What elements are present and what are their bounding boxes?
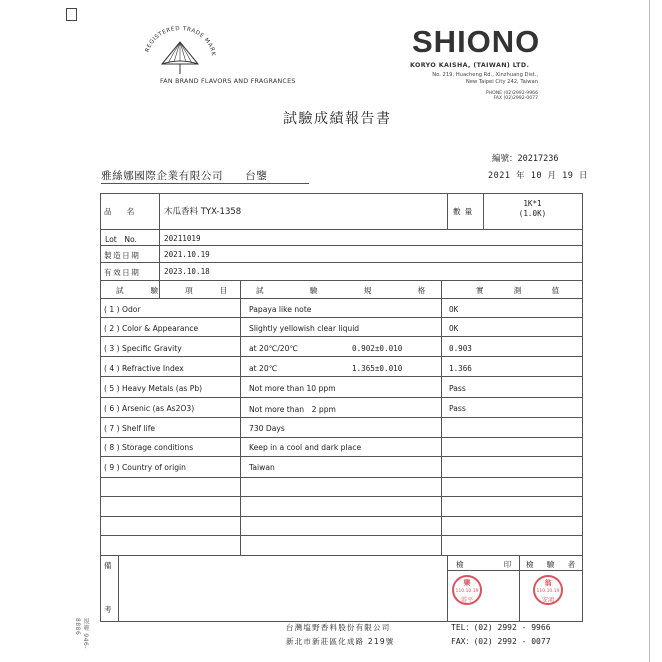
test-item: ( 5 ) Heavy Metals (as Pb) <box>104 384 203 393</box>
svg-text:REGISTERED TRADE MARK <box>145 26 216 57</box>
address-line-1: No. 219, Huacheng Rd., Xinzhuang Dist., <box>432 72 538 78</box>
test-item: ( 3 ) Specific Gravity <box>104 344 182 353</box>
header-phone: PHONE (02)2992-9966 <box>485 91 538 96</box>
test-result: Pass <box>449 404 466 413</box>
test-result: OK <box>449 305 459 314</box>
test-item: ( 9 ) Country of origin <box>104 463 186 472</box>
test-spec: Keep in a cool and dark place <box>249 443 362 452</box>
corner-checkbox[interactable] <box>66 8 77 21</box>
customer-name: 雅絲娜國際企業有限公司 台鑒 <box>101 170 268 182</box>
quantity-value: 1K*1 <box>523 199 542 208</box>
lot-label: Lot No. <box>105 235 137 244</box>
test-item: ( 6 ) Arsenic (as As2O3) <box>104 404 195 413</box>
test-spec-range: 0.902±0.010 <box>352 344 403 353</box>
inspection-stamp-right: 翁 110.10.19 安鴻 <box>533 575 563 605</box>
test-spec: Slightly yellowish clear liquid <box>249 324 360 333</box>
page-edge <box>649 0 650 662</box>
lot-number: 20211019 <box>164 234 201 243</box>
document-number: 編號：20217236 <box>492 154 559 164</box>
remarks-label-top: 備 <box>104 561 113 570</box>
expiry-date: 2023.10.18 <box>164 267 210 276</box>
test-result: OK <box>449 324 459 333</box>
header-test-item: 試 驗 項 目 <box>116 286 228 295</box>
test-result: 1.366 <box>449 364 472 373</box>
test-item: ( 2 ) Color & Appearance <box>104 324 199 333</box>
footer-company: 台灣塩野香料股份有限公司 <box>286 623 391 632</box>
quantity-label: 數 量 <box>453 207 474 216</box>
header-test-spec: 試 驗 規 格 <box>256 286 426 295</box>
test-spec: at 20℃ <box>249 364 278 373</box>
inspection-stamp-left: 樂 110.10.19 霞平 <box>452 575 482 605</box>
trade-mark-arc-text: REGISTERED TRADE MARK <box>144 25 216 57</box>
test-spec: at 20℃/20℃ <box>249 344 298 353</box>
test-spec: Not more than 2 ppm <box>249 405 336 414</box>
header-fax: FAX (02)2992-0077 <box>493 96 538 101</box>
product-name: 木瓜香料 TYX-1358 <box>164 207 242 217</box>
test-result: 0.903 <box>449 344 472 353</box>
customer-underline <box>101 183 309 184</box>
manufacture-date: 2021.10.19 <box>164 250 210 259</box>
shiono-logo: SHIONO <box>412 24 541 59</box>
test-item: ( 4 ) Refractive Index <box>104 364 184 373</box>
inspector-label: 檢 驗 者 <box>526 560 576 569</box>
test-item: ( 8 ) Storage conditions <box>104 443 194 452</box>
test-spec: Papaya like note <box>249 305 312 314</box>
inspect-seal-label: 檢 印 <box>456 560 512 569</box>
fan-brand-logo <box>140 18 220 76</box>
test-item: ( 7 ) Shelf life <box>104 424 156 433</box>
test-spec: 730 Days <box>249 424 285 433</box>
test-item: ( 1 ) Odor <box>104 305 141 314</box>
manufacture-date-label: 製造日期 <box>104 251 141 260</box>
brand-tagline: FAN BRAND FLAVORS AND FRAGRANCES <box>160 77 296 85</box>
test-spec: Not more than 10 ppm <box>249 384 336 393</box>
document-title: 試驗成績報告書 <box>283 111 392 127</box>
quantity-kg: (1.0K) <box>518 209 547 218</box>
company-name: KORYO KAISHA, (TAIWAN) LTD. <box>410 62 530 69</box>
side-form-code: 規範 946-8886 <box>74 618 89 650</box>
footer-fax: FAX：(02) 2992 - 0077 <box>451 637 551 646</box>
header-result: 實 測 值 <box>476 286 560 295</box>
footer-tel: TEL：(02) 2992 - 9966 <box>451 623 551 632</box>
test-spec-range: 1.365±0.010 <box>352 364 403 373</box>
test-result: Pass <box>449 384 466 393</box>
remarks-label-bottom: 考 <box>104 605 113 614</box>
document-date: 2021 年 10 月 19 日 <box>488 171 589 181</box>
address-line-2: New Taipei City 242, Taiwan <box>465 79 538 85</box>
footer-address: 新北市新莊區化成路 219號 <box>286 637 395 646</box>
product-name-label: 品 名 <box>104 207 135 216</box>
test-spec: Taiwan <box>249 463 275 472</box>
expiry-date-label: 有效日期 <box>104 268 141 277</box>
